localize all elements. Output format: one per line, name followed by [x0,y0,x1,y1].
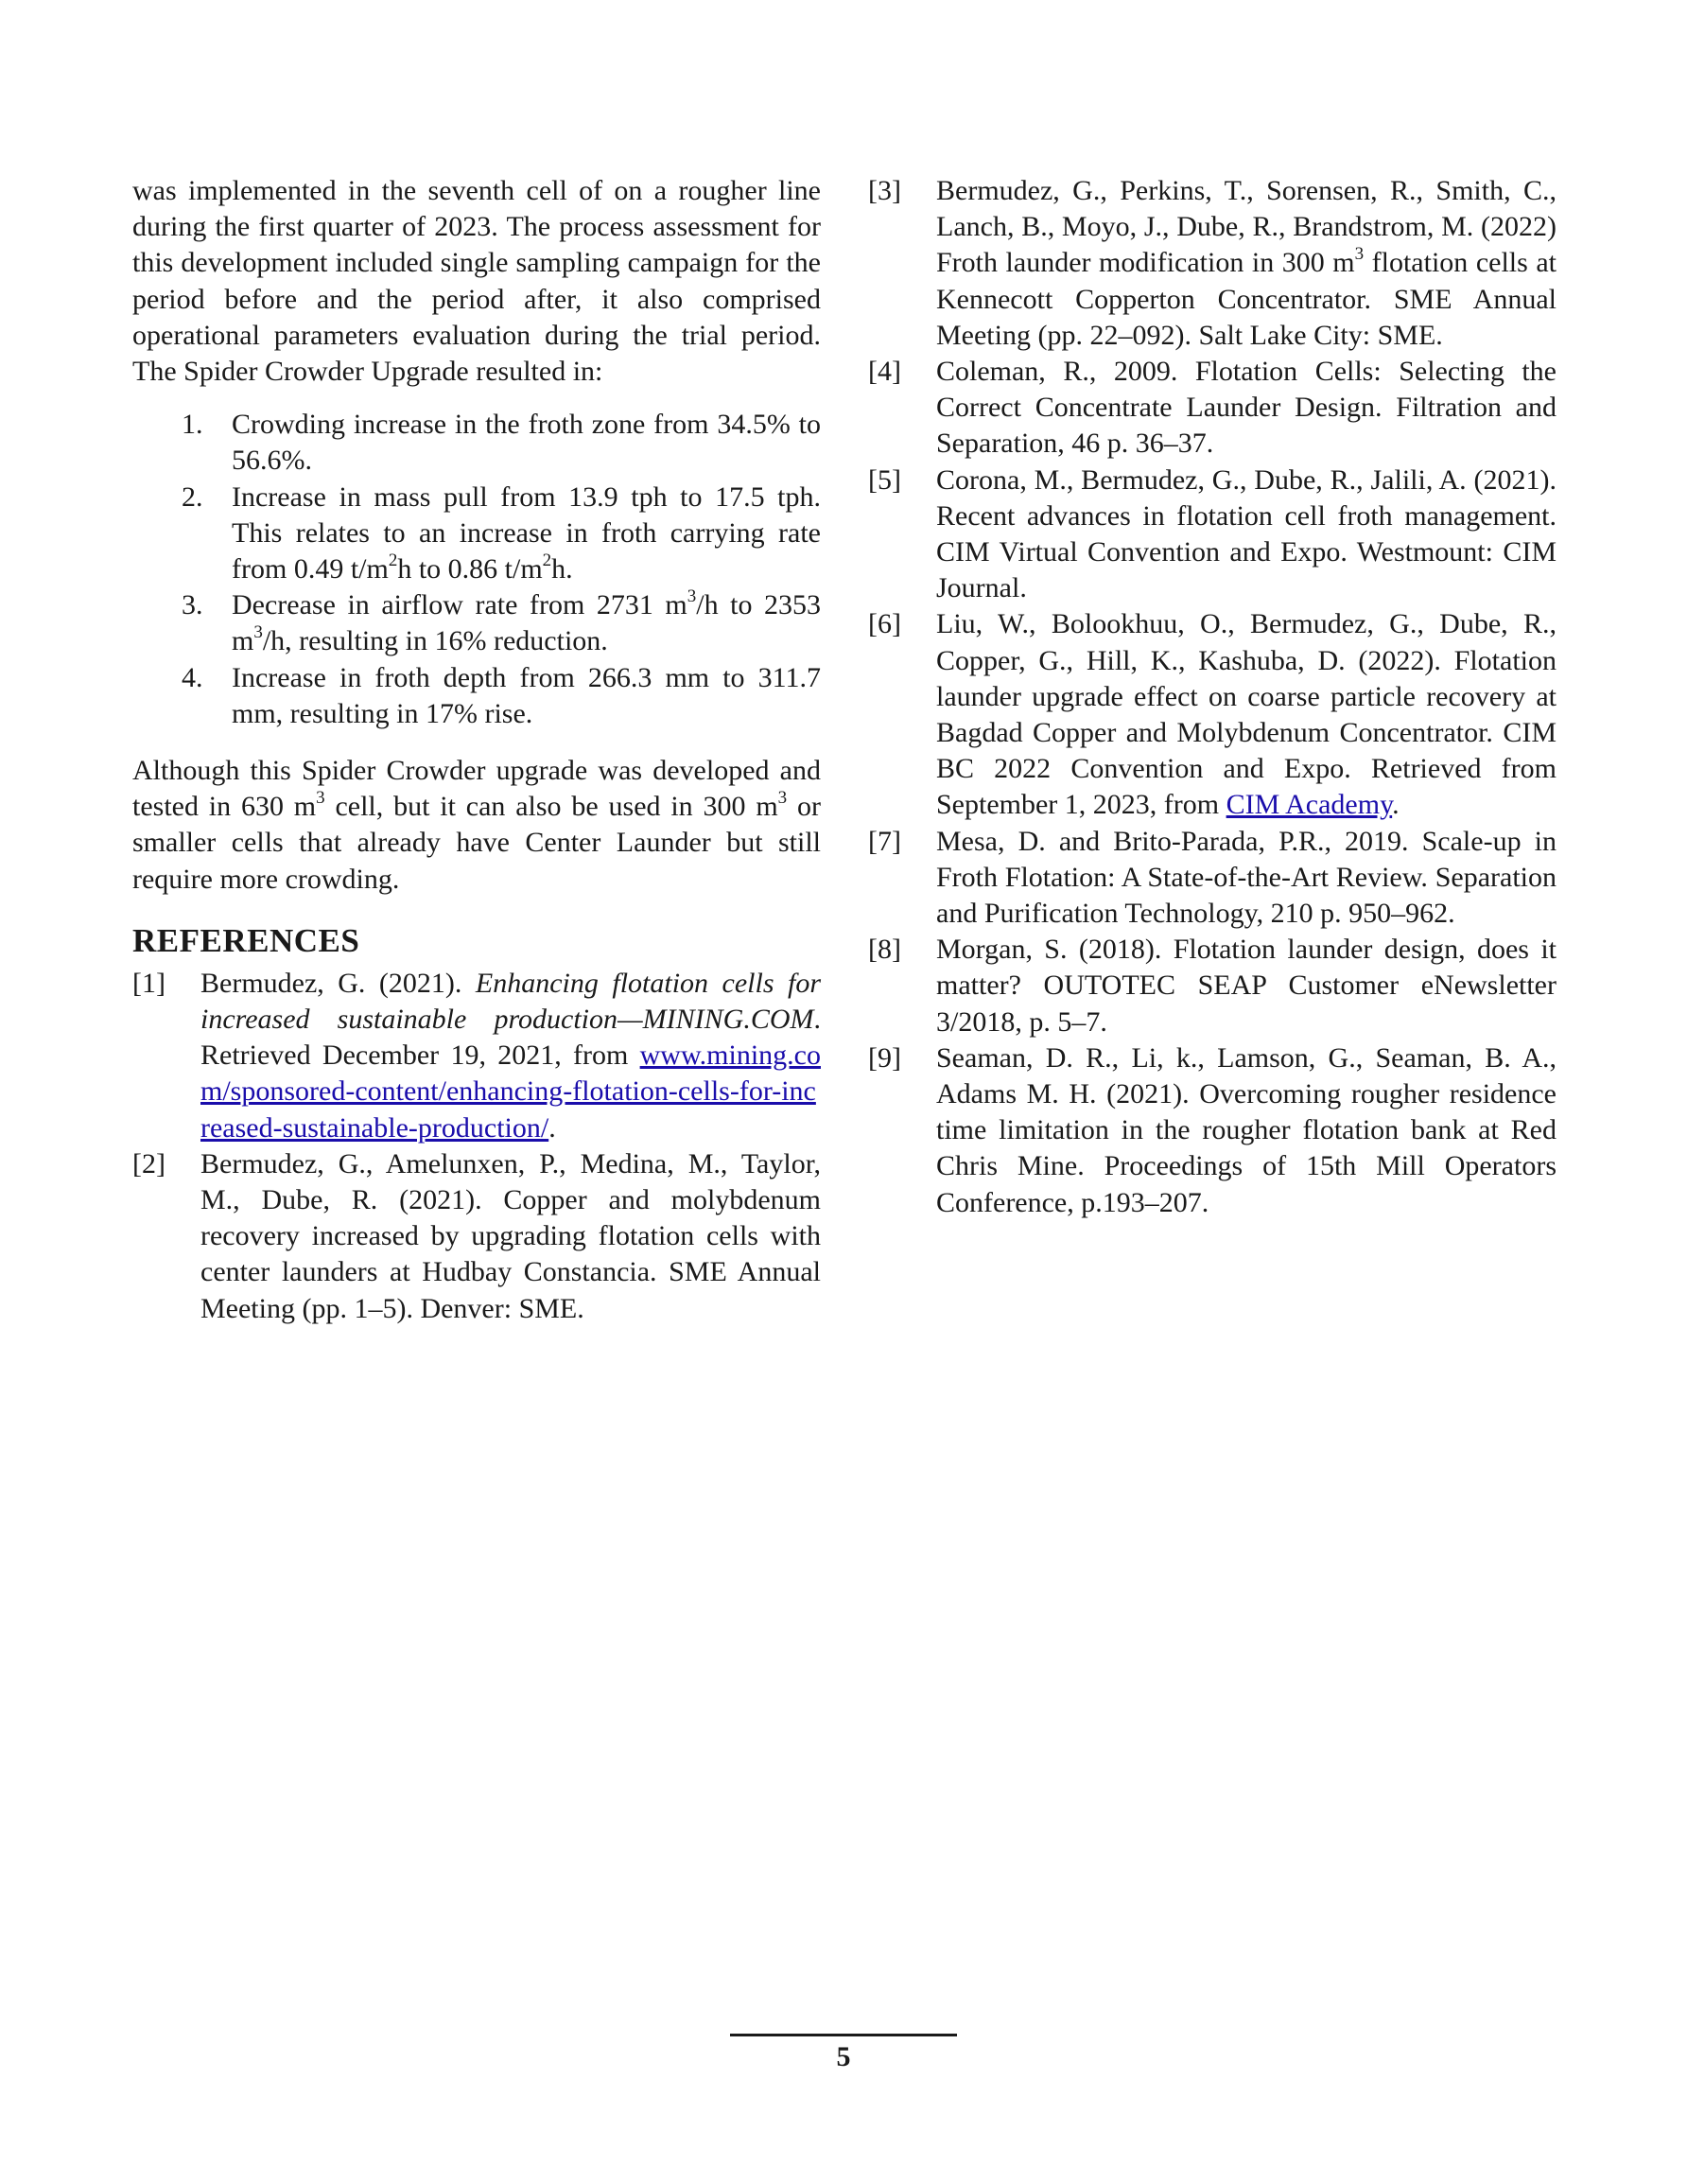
reference-link[interactable]: www.mining.com/sponsored-content/enhancing-flotation-cells-for-increased-sustainable-production/ [200,1040,821,1144]
reference-end: . [1392,789,1400,821]
intro-paragraph: was implemented in the seventh cell of on a rougher line during the first quarter of 2023. The process assessment for this development included single sampling campaign for the period before and the period after, it also comprised operational parameters evaluation during the trial period. The Spider Crowder Upgrade resulted in: [132,175,821,388]
reference-item [868,606,1557,823]
list-number: 2. [182,480,203,513]
reference-text [936,606,1557,823]
superscript: 2 [542,550,552,571]
results-list [132,407,821,732]
reference-end: . [548,1111,556,1144]
reference-number: [3] [868,175,901,206]
reference-number: [9] [868,1041,901,1074]
list-item-text: Crowding increase in the froth zone from 34.5% to 56.6%. [232,409,821,477]
reference-text-part: Liu, W., Bolookhuu, O., Bermudez, G., Dube, R., Copper, G., Hill, K., Kashuba, D. (2022). Flotation launder upgrade effect on coarse particle recovery at Bagdad Copper and Molybdenum Concentrator. CIM BC 2022 Convention and Expo. Retrieved from September 1, 2023, from [936,608,1557,821]
reference-item [132,966,821,1146]
list-number: 4. [182,661,203,693]
footer-rule [730,2034,957,2036]
superscript: 2 [388,550,398,571]
reference-text: Morgan, S. (2018). Flotation launder design, does it matter? OUTOTEC SEAP Customer eNewsletter 3/2018, p. 5–7. [936,934,1557,1038]
reference-number: [8] [868,934,901,966]
superscript: 3 [253,622,263,643]
reference-text: Corona, M., Bermudez, G., Dube, R., Jalili, A. (2021). Recent advances in flotation cell froth management. CIM Virtual Convention and Expo. Westmount: CIM Journal. [936,463,1557,604]
reference-text-part: Bermudez, G., Perkins, T., Sorensen, R., Smith, C., Lanch, B., Moyo, J., Dube, R., Brandstrom, M. (2022) Froth launder modification in 300 m [936,175,1557,279]
reference-text: Coleman, R., 2009. Flotation Cells: Selecting the Correct Concentrate Launder Design. Filtration and Separation, 46 p. 36–37. [936,356,1557,460]
list-item [132,587,821,659]
closing-paragraph [132,753,821,898]
reference-text [936,173,1557,354]
list-item-text: Decrease in airflow rate from 2731 m [232,589,687,621]
list-item [132,480,821,588]
reference-item [132,1146,821,1327]
reference-number: [4] [868,356,901,388]
list-item-text: h to 0.86 t/m [397,553,543,585]
reference-text: Seaman, D. R., Li, k., Lamson, G., Seaman, B. A., Adams M. H. (2021). Overcoming rougher residence time limitation in the rougher flotation bank at Red Chris Mine. Proceedings of 15th Mill Operators Conference, p.193–207. [936,1041,1557,1218]
reference-source: . Retrieved December 19, 2021, from [200,1004,821,1072]
reference-item [868,932,1557,1040]
list-item-text: /h to 2353 m [232,589,822,657]
reference-number: [7] [868,825,901,857]
closing-text: Although this Spider Crowder upgrade was developed and tested in 630 m [132,755,821,823]
reference-item [868,173,1557,354]
reference-text [200,966,821,1146]
superscript: 3 [316,788,325,809]
reference-item [868,463,1557,607]
reference-text: Mesa, D. and Brito-Parada, P.R., 2019. Scale-up in Froth Flotation: A State-of-the-Art Review. Separation and Purification Technology, 210 p. 950–962. [936,825,1557,930]
list-item [132,407,821,479]
list-item-text: Increase in froth depth from 266.3 mm to 311.7 mm, resulting in 17% rise. [232,661,821,729]
list-item-text: /h, resulting in 16% reduction. [262,625,608,657]
superscript: 3 [1354,244,1365,265]
closing-text: or smaller cells that already have Center Launder but still require more crowding. [132,791,821,895]
superscript: 3 [777,788,788,809]
reference-text-part: flotation cells at Kennecott Copperton Concentrator. SME Annual Meeting (pp. 22–092). Salt Lake City: SME. [936,247,1557,351]
reference-item [868,1040,1557,1221]
reference-number: [5] [868,463,901,496]
reference-authors: Bermudez, G. (2021). [200,967,476,999]
reference-title: Enhancing flotation cells for increased sustainable production—MINING.COM [200,967,821,1036]
list-item [132,660,821,732]
list-item-text: Increase in mass pull from 13.9 tph to 17.5 tph. This relates to an increase in froth carrying rate from 0.49 t/m [232,480,821,585]
page-number: 5 [836,2041,851,2072]
list-number: 1. [182,409,203,441]
reference-number: [1] [132,967,165,999]
list-number: 3. [182,589,203,621]
reference-number: [6] [868,608,901,640]
list-item-text: h. [551,553,573,585]
references-heading: REFERENCES [132,921,360,959]
right-column [868,173,1557,1221]
left-column [132,173,821,1327]
reference-number: [2] [132,1147,165,1179]
reference-text: Bermudez, G., Amelunxen, P., Medina, M., Taylor, M., Dube, R. (2021). Copper and molybdenum recovery increased by upgrading flotation cells with center launders at Hudbay Constancia. SME Annual Meeting (pp. 1–5). Denver: SME. [200,1147,821,1324]
reference-item [868,354,1557,463]
closing-text: cell, but it can also be used in 300 m [324,791,778,823]
reference-item [868,824,1557,933]
superscript: 3 [687,586,697,607]
reference-link[interactable]: CIM Academy [1226,789,1393,821]
